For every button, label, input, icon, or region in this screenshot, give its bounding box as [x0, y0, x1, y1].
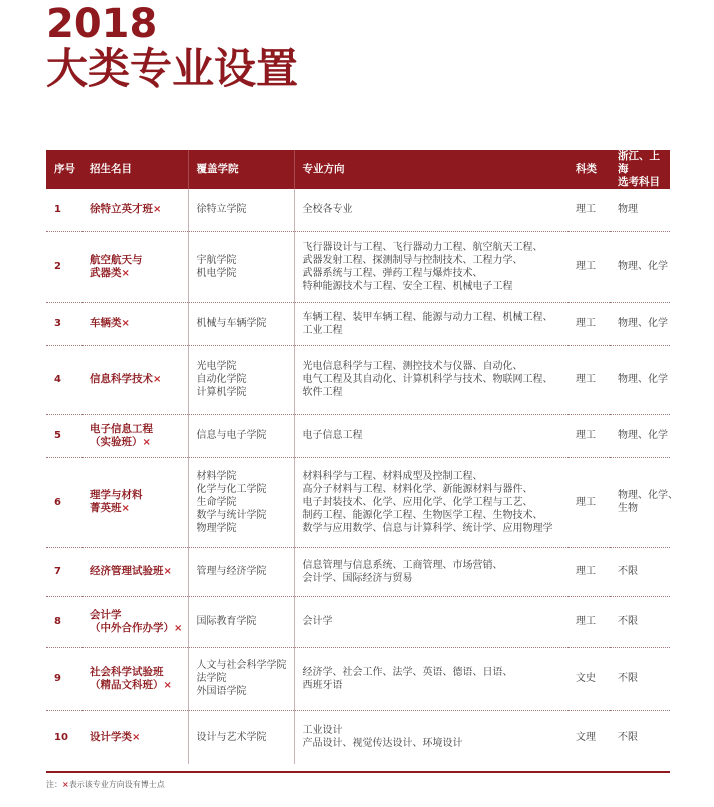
college-name: 设计与艺术学院: [196, 731, 267, 743]
doctoral-mark-icon: ×: [174, 622, 183, 634]
category-cell: 理工: [568, 189, 610, 231]
row-number: 10: [54, 731, 68, 743]
category-cell: 文理: [576, 731, 596, 743]
direction-line: 高分子材料与工程、材料化学、新能源材料与器件、: [302, 483, 533, 495]
college-name: 宇航学院: [196, 254, 237, 266]
college-cell: [188, 414, 294, 457]
college-cell: [188, 302, 294, 345]
footnote: [46, 779, 165, 790]
college-cell: [188, 647, 294, 710]
header-subjects-line1: 浙江、上海: [618, 150, 660, 175]
doctoral-mark-icon: ×: [62, 780, 69, 789]
header-subjects: [610, 150, 670, 189]
direction-line: 特种能源技术与工程、安全工程、机械电子工程: [302, 280, 513, 292]
table-row: [46, 302, 670, 345]
program-name-text: 经济管理试验班: [90, 565, 164, 577]
program-name-line: [90, 423, 188, 436]
program-name-line: [90, 502, 188, 515]
direction-line: 经济学、社会工作、法学、英语、德语、日语、: [302, 666, 513, 678]
category-cell: 理工: [568, 457, 610, 547]
direction-line: 武器发射工程、探测制导与控制技术、工程力学、: [302, 254, 523, 266]
program-name-line: [90, 622, 188, 635]
category-cell: 理工: [568, 596, 610, 647]
program-name-text: 武器类: [90, 266, 122, 279]
program-name: [82, 710, 188, 764]
subjects-line: 不限: [618, 731, 638, 743]
direction-cell: [294, 345, 568, 414]
program-name-text: 电子信息工程: [90, 422, 153, 435]
direction-line: 会计学、国际经济与贸易: [302, 572, 413, 584]
row-number: 2: [46, 231, 82, 302]
college-cell: [188, 345, 294, 414]
header-category: 科类: [568, 150, 610, 189]
table-row: [46, 414, 670, 457]
program-name-line: [90, 731, 188, 744]
subjects-cell: [610, 414, 670, 457]
row-number: 3: [46, 302, 82, 345]
table-row: [46, 596, 670, 647]
page-title: [46, 1, 299, 93]
direction-cell: [294, 302, 568, 345]
table-row: [46, 457, 670, 547]
doctoral-mark-icon: ×: [142, 436, 151, 448]
subjects-line: 物理、化学: [618, 374, 668, 385]
college-cell: [188, 547, 294, 596]
direction-line: 材料科学与工程、材料成型及控制工程、: [302, 470, 483, 482]
doctoral-mark-icon: ×: [121, 318, 130, 329]
college-name: 外国语学院: [196, 686, 247, 697]
subjects-line: 物理、化学: [618, 318, 668, 329]
program-name: [82, 302, 188, 345]
row-number: 1: [46, 189, 82, 231]
college-cell: [188, 596, 294, 647]
program-name: [82, 414, 188, 457]
table-row: [46, 231, 670, 302]
row-number: 4: [46, 345, 82, 414]
direction-cell: [294, 189, 568, 231]
bottom-rule: [46, 771, 670, 773]
college-cell: [188, 231, 294, 302]
direction-cell: [294, 414, 568, 457]
college-name: 国际教育学院: [196, 616, 257, 627]
program-name-line: [90, 679, 188, 692]
direction-cell: [294, 647, 568, 710]
title-main: 大类专业设置: [46, 44, 299, 93]
program-name: [82, 457, 188, 547]
direction-cell: [294, 547, 568, 596]
subjects-cell: [610, 547, 670, 596]
direction-line: 光电信息科学与工程、测控技术与仪器、自动化、: [302, 361, 523, 372]
table-row: [46, 710, 670, 764]
subjects-cell: [610, 345, 670, 414]
program-name-line: [90, 373, 188, 386]
doctoral-mark-icon: ×: [153, 374, 162, 385]
college-name: 机电学院: [196, 267, 237, 279]
program-name-text: 徐特立英才班: [90, 203, 153, 216]
program-name: [82, 547, 188, 596]
college-cell: [188, 189, 294, 231]
doctoral-mark-icon: ×: [132, 731, 141, 743]
direction-line: 会计学: [302, 616, 333, 627]
category-cell: 理工: [568, 345, 610, 414]
direction-line: 软件工程: [302, 387, 343, 398]
program-name-text: 设计学类: [90, 730, 132, 743]
college-name: 数学与统计学院: [196, 509, 267, 521]
program-name: [82, 345, 188, 414]
direction-line: 武器系统与工程、弹药工程与爆炸技术、: [302, 267, 483, 279]
direction-line: 制药工程、能源化学工程、生物医学工程、生物技术、: [302, 509, 543, 521]
direction-line: 电气工程及其自动化、计算机科学与技术、物联网工程、: [302, 374, 553, 385]
header-no: 序号: [46, 150, 82, 189]
row-number: 7: [46, 547, 82, 596]
subjects-cell: [610, 596, 670, 647]
college-name: 计算机学院: [196, 387, 247, 398]
category-cell: 理工: [568, 414, 610, 457]
college-name: 自动化学院: [196, 374, 247, 385]
program-name-line: [90, 666, 188, 679]
direction-line: 工业设计: [302, 725, 343, 737]
direction-line: 工业工程: [302, 324, 343, 336]
major-table-grid: [46, 150, 678, 764]
program-name-text: （实验班）: [90, 435, 143, 448]
major-table: [46, 150, 678, 764]
doctoral-mark-icon: ×: [163, 679, 172, 691]
title-year: 2018: [46, 1, 158, 47]
program-name-line: [90, 565, 188, 578]
program-name-text: 理学与材料: [90, 489, 143, 501]
program-name-text: 社会科学试验班: [90, 665, 164, 678]
college-name: 信息与电子学院: [196, 430, 267, 441]
row-number: 9: [46, 647, 82, 710]
subjects-cell: [610, 710, 670, 764]
footnote-prefix: 注：: [46, 780, 62, 789]
subjects-cell: [610, 647, 670, 710]
category-cell: 理工: [568, 231, 610, 302]
program-name: [82, 596, 188, 647]
college-name: 材料学院: [196, 470, 237, 482]
program-name-text: 车辆类: [90, 317, 122, 329]
doctoral-mark-icon: ×: [163, 566, 172, 577]
category-cell: 文史: [568, 647, 610, 710]
subjects-line: 物理、化学: [618, 430, 668, 441]
subjects-cell: [610, 302, 670, 345]
table-header-row: [46, 150, 670, 189]
program-name: [82, 189, 188, 231]
subjects-line: 物理: [618, 204, 638, 216]
header-subjects-line2: 选考科目: [618, 176, 660, 188]
subjects-cell: [610, 231, 670, 302]
direction-cell: [294, 710, 568, 764]
college-name: 物理学院: [196, 522, 237, 534]
direction-cell: [294, 457, 568, 547]
program-name-line: [90, 489, 188, 502]
program-name-text: 菁英班: [90, 502, 122, 514]
college-name: 化学与化工学院: [196, 483, 267, 495]
doctoral-mark-icon: ×: [153, 204, 162, 216]
header-name: 招生名目: [82, 150, 188, 189]
header-college: 覆盖学院: [188, 150, 294, 189]
direction-cell: [294, 231, 568, 302]
subjects-line: 物理、化学、: [618, 490, 678, 501]
program-name-text: 信息科学技术: [90, 373, 153, 385]
doctoral-mark-icon: ×: [121, 267, 130, 279]
table-body: [46, 189, 678, 764]
college-name: 管理与经济学院: [196, 566, 267, 577]
program-name: [82, 647, 188, 710]
direction-line: 信息管理与信息系统、工商管理、市场营销、: [302, 559, 503, 571]
table-row: [46, 647, 670, 710]
row-number: 8: [46, 596, 82, 647]
subjects-line: 生物: [618, 503, 638, 514]
subjects-line: 不限: [618, 673, 638, 684]
row-number: 6: [46, 457, 82, 547]
direction-line: 电子信息工程: [302, 430, 363, 441]
college-name: 光电学院: [196, 361, 237, 372]
program-name-line: [90, 267, 188, 280]
footnote-text: 表示该专业方向设有博士点: [68, 780, 165, 789]
subjects-line: 不限: [618, 616, 638, 627]
program-name-text: （中外合作办学）: [90, 621, 174, 634]
direction-line: 数学与应用数学、信息与计算科学、统计学、应用物理学: [302, 522, 553, 534]
program-name-line: [90, 317, 188, 330]
program-name-text: （精品文科班）: [90, 678, 164, 691]
table-row: [46, 547, 670, 596]
direction-line: 西班牙语: [302, 679, 343, 691]
direction-line: 电子封装技术、化学、应用化学、化学工程与工艺、: [302, 496, 533, 508]
subjects-cell: [610, 457, 678, 547]
header-direction: 专业方向: [294, 150, 568, 189]
program-name: [82, 231, 188, 302]
program-name-text: 航空航天与: [90, 253, 143, 266]
direction-line: 飞行器设计与工程、飞行器动力工程、航空航天工程、: [302, 241, 543, 253]
table-row: [46, 345, 670, 414]
college-cell: [188, 457, 294, 547]
subjects-line: 物理、化学: [618, 261, 668, 272]
table-row: [46, 189, 670, 231]
subjects-line: 不限: [618, 566, 638, 577]
college-name: 人文与社会科学学院: [196, 660, 287, 671]
direction-cell: [294, 596, 568, 647]
direction-line: 产品设计、视觉传达设计、环境设计: [302, 738, 463, 750]
row-number: 5: [46, 414, 82, 457]
program-name-line: [90, 203, 188, 216]
direction-line: 车辆工程、装甲车辆工程、能源与动力工程、机械工程、: [302, 311, 553, 323]
program-name-line: [90, 254, 188, 267]
category-cell: 理工: [568, 302, 610, 345]
direction-line: 全校各专业: [302, 204, 353, 216]
college-name: 生命学院: [196, 496, 237, 508]
program-name-text: 会计学: [90, 608, 122, 621]
category-cell: 理工: [568, 547, 610, 596]
doctoral-mark-icon: ×: [121, 503, 130, 514]
college-name: 机械与车辆学院: [196, 318, 267, 329]
subjects-cell: [610, 189, 670, 231]
college-name: 徐特立学院: [196, 204, 247, 216]
program-name-line: [90, 609, 188, 622]
college-cell: [188, 710, 294, 764]
college-name: 法学院: [196, 673, 227, 684]
program-name-line: [90, 436, 188, 449]
